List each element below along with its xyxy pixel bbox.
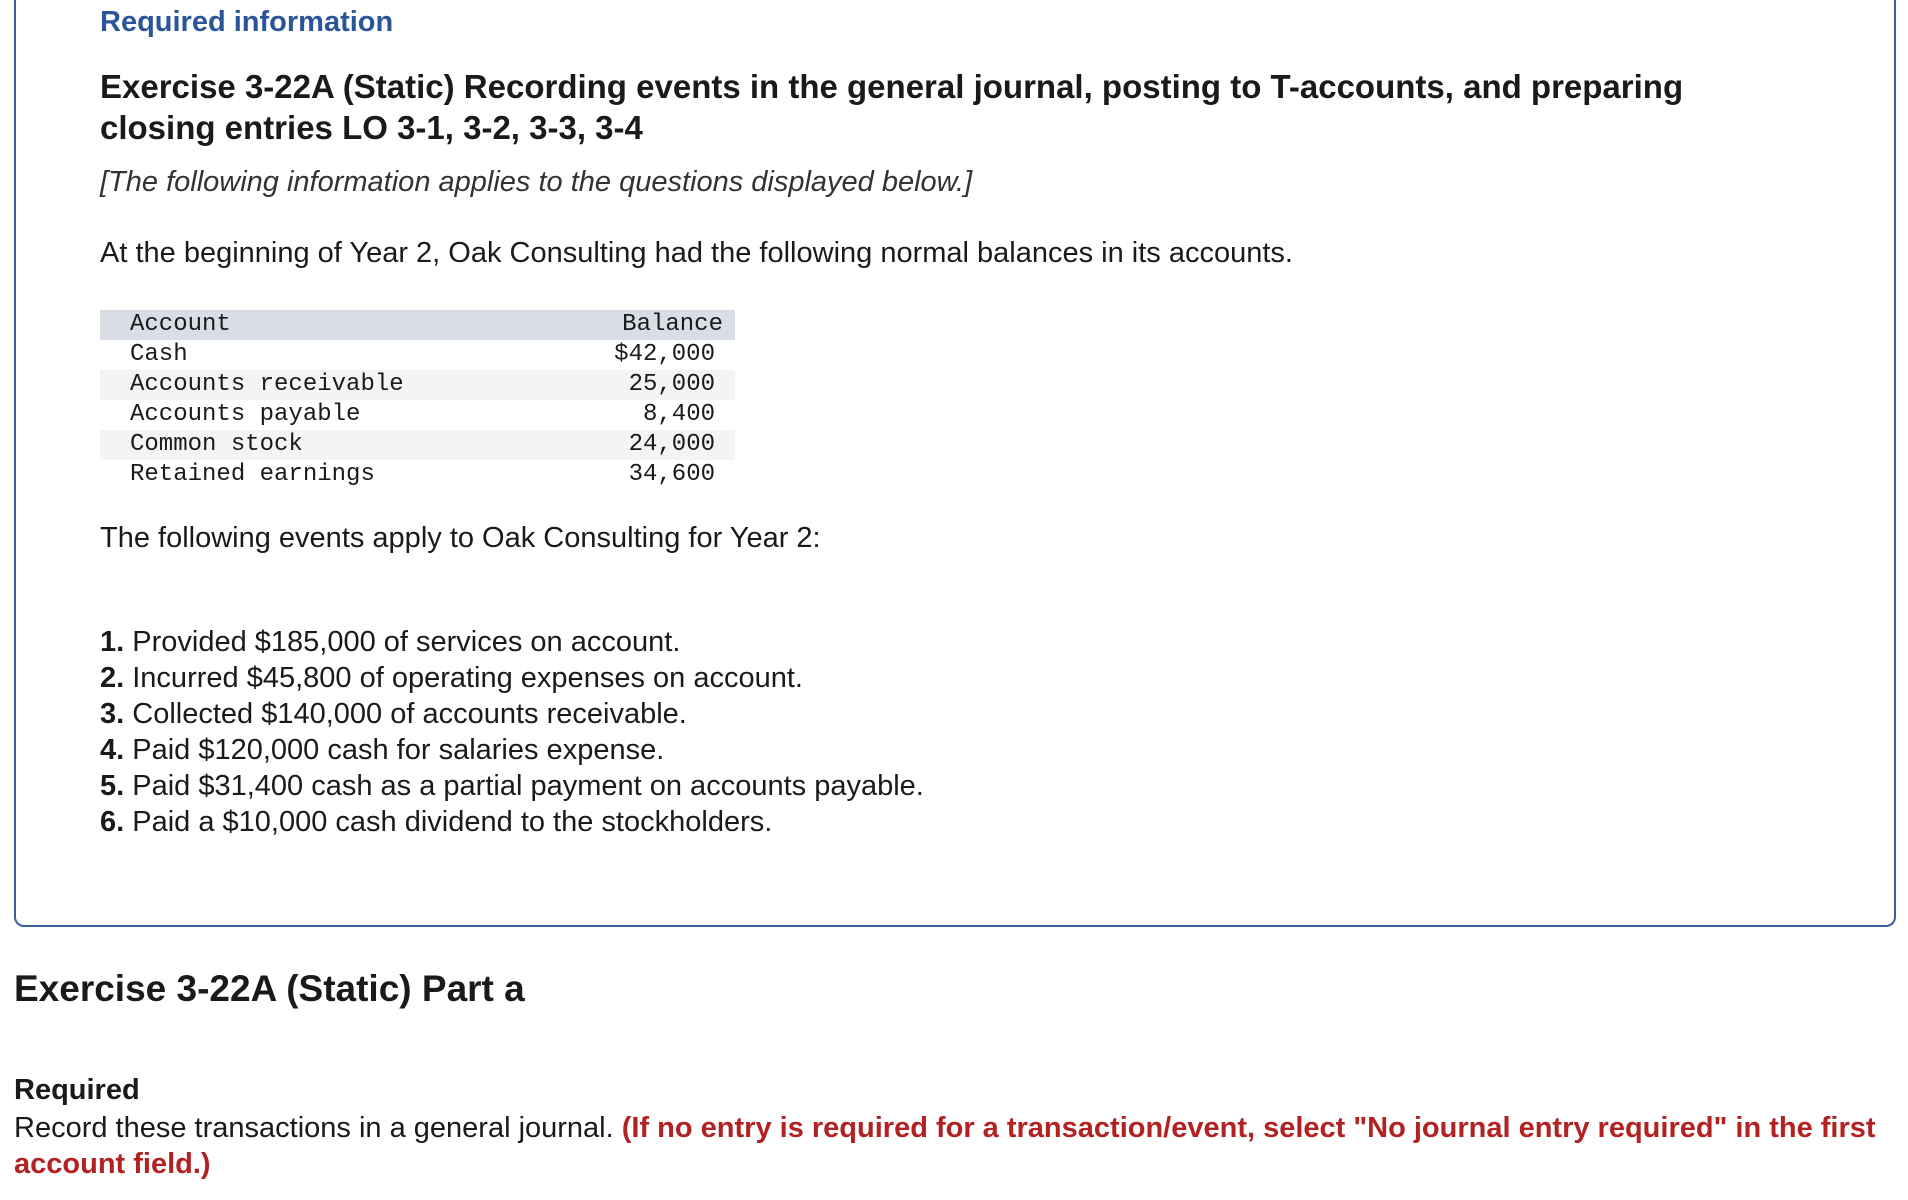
table-row — [100, 400, 735, 430]
event-number: 3. — [100, 698, 125, 730]
event-text: Paid $120,000 cash for salaries expense. — [132, 734, 665, 766]
required-label: Required — [14, 1074, 140, 1106]
account-cell: Common stock — [100, 430, 610, 460]
table-header-row — [100, 310, 735, 340]
instruction-main: Record these transactions in a general journal. — [14, 1112, 614, 1144]
account-cell: Retained earnings — [130, 461, 375, 488]
balance-cell: 24,000 — [610, 430, 735, 460]
balance-cell: 8,400 — [642, 401, 715, 428]
events-intro: The following events apply to Oak Consulting for Year 2: — [100, 522, 821, 554]
table-row — [100, 430, 735, 460]
balance-cell: 34,600 — [628, 461, 715, 488]
account-cell: Accounts receivable — [100, 370, 610, 400]
event-number: 2. — [100, 662, 125, 694]
event-number: 1. — [100, 626, 125, 658]
event-number: 4. — [100, 734, 125, 766]
events-list — [100, 624, 924, 840]
balance-column-header: Balance — [610, 310, 735, 340]
account-cell: Accounts payable — [130, 401, 361, 428]
list-item — [100, 624, 924, 660]
list-item — [100, 804, 924, 840]
account-column-header: Account — [100, 310, 610, 340]
list-item — [100, 696, 924, 732]
event-text: Incurred $45,800 of operating expenses on account. — [132, 662, 803, 694]
account-cell: Cash — [130, 341, 188, 368]
event-number: 5. — [100, 770, 125, 802]
required-info-heading: Required information — [100, 6, 394, 38]
event-text: Collected $140,000 of accounts receivable. — [132, 698, 687, 730]
balance-cell: 25,000 — [610, 370, 735, 400]
list-item — [100, 768, 924, 804]
intro-text: At the beginning of Year 2, Oak Consulting had the following normal balances in its accounts. — [100, 237, 1293, 269]
part-title: Exercise 3-22A (Static) Part a — [14, 968, 525, 1009]
table-row — [100, 460, 735, 490]
event-text: Paid a $10,000 cash dividend to the stockholders. — [132, 806, 773, 838]
balance-cell: $42,000 — [614, 341, 715, 368]
event-text: Paid $31,400 cash as a partial payment on accounts payable. — [132, 770, 924, 802]
applies-note: [The following information applies to the questions displayed below.] — [100, 166, 973, 198]
event-text: Provided $185,000 of services on account. — [132, 626, 681, 658]
table-row — [100, 340, 735, 370]
exercise-title: Exercise 3-22A (Static) Recording events in the general journal, posting to T-accounts, and preparing closing entries LO 3-1, 3-2, 3-3, 3-4 — [100, 68, 1684, 146]
list-item — [100, 732, 924, 768]
table-row — [100, 370, 735, 400]
instruction-note: (If no entry is required for a transaction/event, select "No journal entry required" in the first account field.) — [14, 1112, 1876, 1180]
event-number: 6. — [100, 806, 125, 838]
balances-table — [100, 310, 735, 490]
list-item — [100, 660, 924, 696]
instruction-text — [14, 1110, 1884, 1182]
